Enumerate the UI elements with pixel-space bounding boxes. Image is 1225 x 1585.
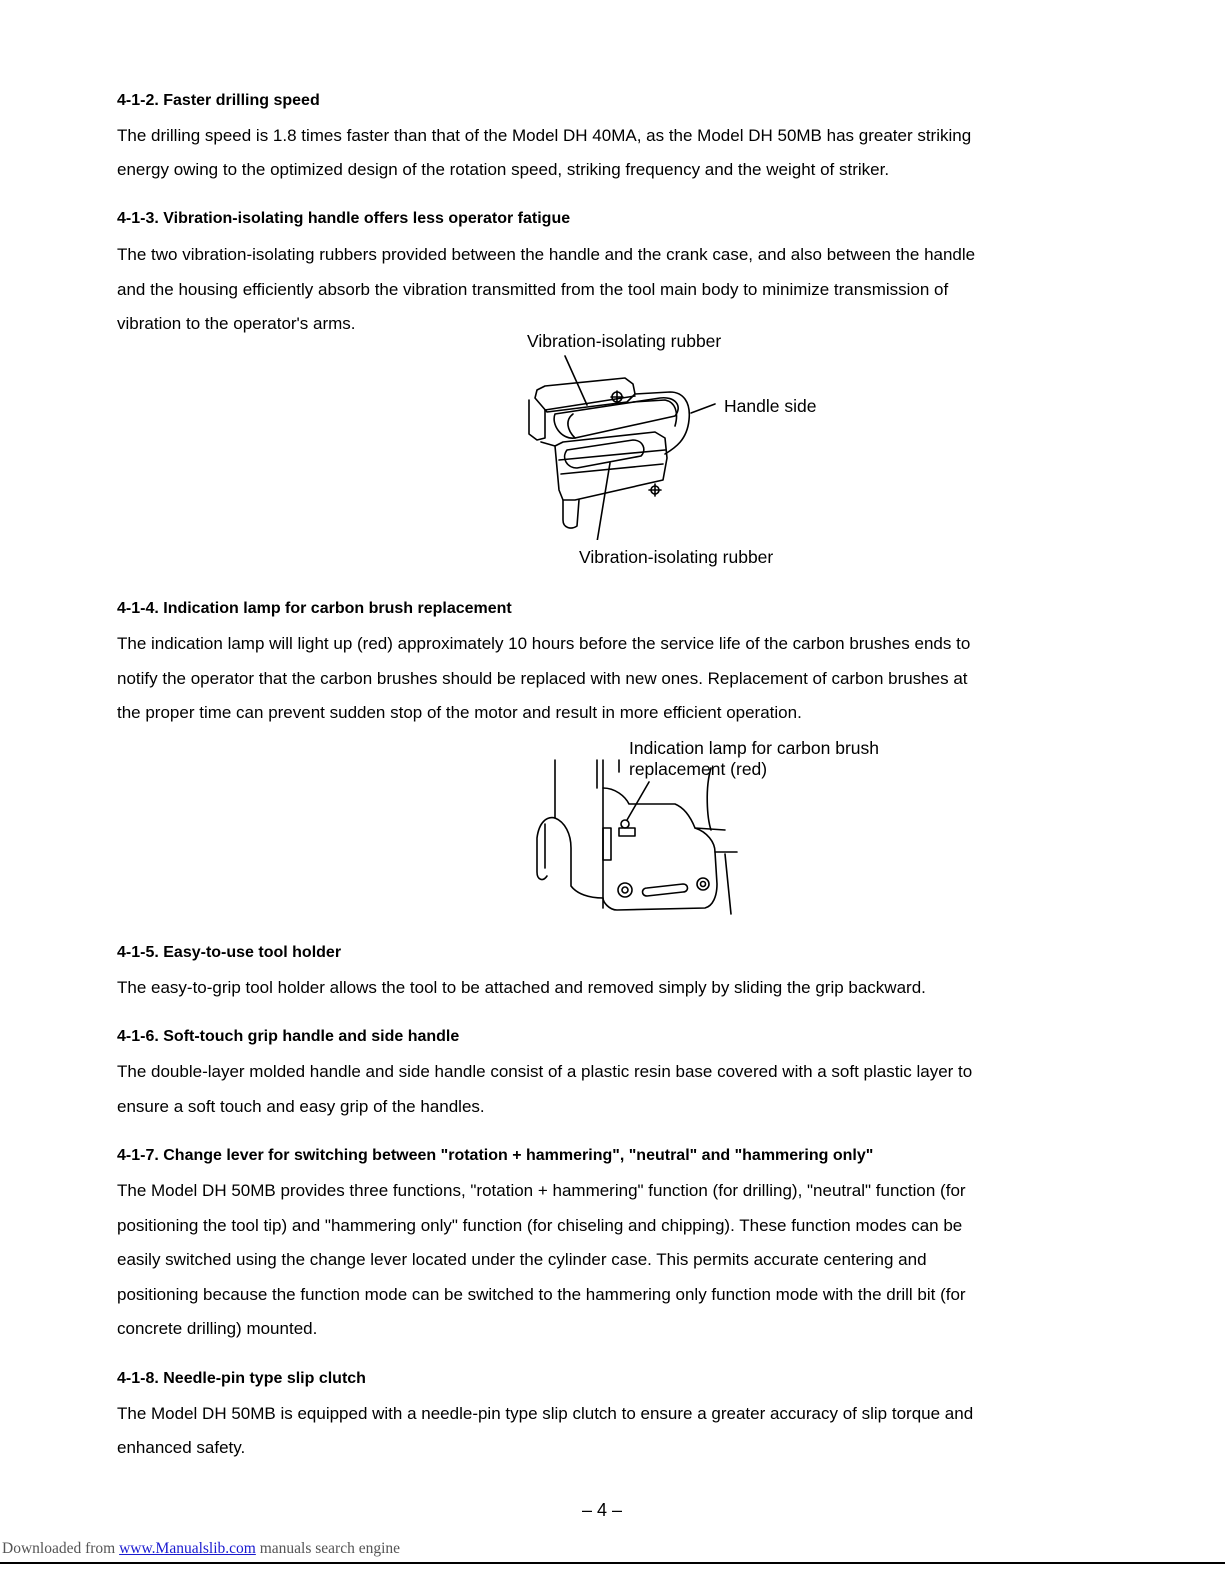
section-heading: 4-1-3. Vibration-isolating handle offers less operator fatigue xyxy=(117,210,571,227)
section-heading: 4-1-8. Needle-pin type slip clutch xyxy=(117,1370,366,1387)
page-number: – 4 – xyxy=(582,1500,623,1520)
footer-prefix: Downloaded from xyxy=(2,1540,120,1557)
body-text-line: easily switched using the change lever located under the cylinder case. This permits accurate centering and xyxy=(117,1250,927,1269)
footer-suffix: manuals search engine xyxy=(255,1540,401,1557)
figure-label-handle-side: Handle side xyxy=(724,396,817,416)
handle-rubber-diagram xyxy=(515,350,735,540)
body-text-line: energy owing to the optimized design of the rotation speed, striking frequency and the weight of striker. xyxy=(117,160,890,179)
body-text-line: concrete drilling) mounted. xyxy=(117,1319,318,1338)
figure-label-lamp-line2: replacement (red) xyxy=(629,759,768,779)
body-text-line: The Model DH 50MB provides three functions, "rotation + hammering" function (for drilling), "neutral" function (for xyxy=(117,1181,966,1200)
body-text-line: positioning because the function mode can be switched to the hammering only function mode with the drill bit (for xyxy=(117,1285,966,1304)
body-text-line: ensure a soft touch and easy grip of the handles. xyxy=(117,1097,485,1116)
section-heading: 4-1-4. Indication lamp for carbon brush replacement xyxy=(117,600,512,617)
figure-label-top-rubber: Vibration-isolating rubber xyxy=(527,331,722,351)
body-text-line: the proper time can prevent sudden stop of the motor and result in more efficient operation. xyxy=(117,703,802,722)
body-text-line: vibration to the operator's arms. xyxy=(117,314,356,333)
body-text-line: The drilling speed is 1.8 times faster than that of the Model DH 40MA, as the Model DH 50MB has greater striking xyxy=(117,126,972,145)
footer-divider xyxy=(0,1562,1225,1564)
body-text-line: positioning the tool tip) and "hammering only" function (for chiseling and chipping). These function modes can be xyxy=(117,1216,963,1235)
manualslib-link[interactable]: www.Manualslib.com xyxy=(119,1540,256,1557)
section-heading: 4-1-2. Faster drilling speed xyxy=(117,92,320,109)
body-text-line: notify the operator that the carbon brushes should be replaced with new ones. Replacement of carbon brushes at xyxy=(117,669,968,688)
body-text-line: The Model DH 50MB is equipped with a needle-pin type slip clutch to ensure a greater accuracy of slip torque and xyxy=(117,1404,974,1423)
indication-lamp-diagram xyxy=(525,758,745,918)
body-text-line: and the housing efficiently absorb the vibration transmitted from the tool main body to minimize transmission of xyxy=(117,280,949,299)
body-text-line: The double-layer molded handle and side handle consist of a plastic resin base covered with a soft plastic layer to xyxy=(117,1062,973,1081)
body-text-line: The easy-to-grip tool holder allows the tool to be attached and removed simply by sliding the grip backward. xyxy=(117,978,926,997)
body-text-line: The indication lamp will light up (red) approximately 10 hours before the service life of the carbon brushes ends to xyxy=(117,634,971,653)
figure-label-lamp-line1: Indication lamp for carbon brush xyxy=(629,738,879,758)
section-heading: 4-1-5. Easy-to-use tool holder xyxy=(117,944,342,961)
section-heading: 4-1-7. Change lever for switching between "rotation + hammering", "neutral" and "hammering only" xyxy=(117,1147,874,1164)
figure-label-bottom-rubber: Vibration-isolating rubber xyxy=(579,547,774,567)
body-text-line: enhanced safety. xyxy=(117,1438,246,1457)
section-heading: 4-1-6. Soft-touch grip handle and side handle xyxy=(117,1028,460,1045)
download-footer xyxy=(2,1540,400,1558)
body-text-line: The two vibration-isolating rubbers provided between the handle and the crank case, and also between the handle xyxy=(117,245,976,264)
